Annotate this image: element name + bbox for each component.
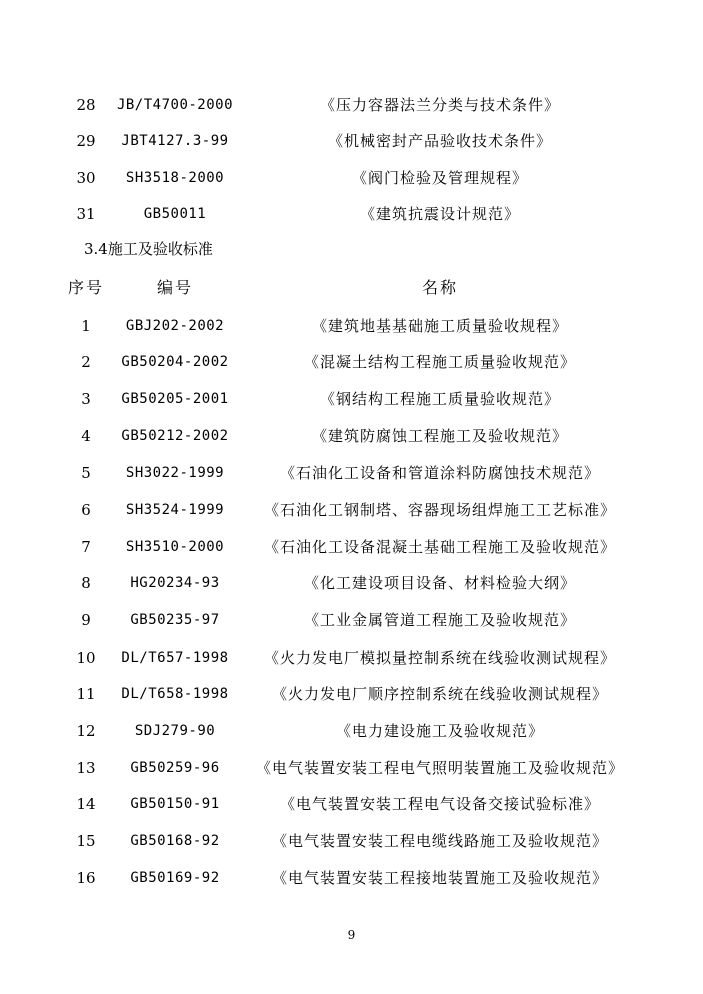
table-row	[0, 387, 703, 411]
standard-title: 《电气装置安装工程电气照明装置施工及验收规范》	[255, 759, 624, 777]
standard-code: GB50011	[143, 206, 207, 222]
standard-code: SH3524-1999	[125, 502, 225, 518]
standard-code: GB50205-2001	[121, 391, 229, 407]
item-number: 13	[76, 759, 96, 777]
standard-code: HG20234-93	[130, 575, 220, 591]
table-header	[0, 276, 703, 300]
standard-title: 《电力建设施工及验收规范》	[335, 722, 544, 740]
item-number: 28	[76, 96, 96, 114]
standard-code: GB50212-2002	[121, 428, 229, 444]
list-item	[0, 202, 703, 226]
standard-title: 《电气装置安装工程电缆线路施工及验收规范》	[271, 832, 608, 850]
standard-title: 《钢结构工程施工质量验收规范》	[319, 390, 560, 408]
standard-code: SDJ279-90	[134, 723, 216, 739]
standard-title: 《电气装置安装工程接地装置施工及验收规范》	[271, 869, 608, 887]
item-number: 2	[81, 353, 91, 371]
list-item	[0, 166, 703, 190]
table-row	[0, 424, 703, 448]
standard-code: DL/T658-1998	[121, 686, 229, 702]
table-row	[0, 866, 703, 890]
header-number: 序号	[67, 278, 104, 297]
section-heading: 3.4施工及验收标准	[84, 240, 213, 258]
item-number: 31	[76, 205, 96, 223]
item-number: 9	[81, 611, 91, 629]
standard-title: 《工业金属管道工程施工及验收规范》	[303, 611, 576, 629]
standard-code: GBJ202-2002	[125, 318, 225, 334]
item-number: 3	[81, 390, 91, 408]
standard-title: 《混凝土结构工程施工质量验收规范》	[303, 353, 576, 371]
standard-code: GB50204-2002	[121, 354, 229, 370]
header-code: 编号	[156, 278, 193, 297]
standard-code: SH3022-1999	[125, 465, 225, 481]
item-number: 30	[76, 169, 96, 187]
table-row	[0, 314, 703, 338]
standard-title: 《建筑防腐蚀工程施工及验收规范》	[311, 427, 568, 445]
standard-title: 《阀门检验及管理规程》	[351, 169, 528, 187]
item-number: 16	[76, 869, 96, 887]
standard-title: 《石油化工设备混凝土基础工程施工及验收规范》	[263, 538, 616, 556]
page-number: 9	[347, 928, 356, 942]
item-number: 8	[81, 574, 91, 592]
item-number: 12	[76, 722, 96, 740]
item-number: 29	[76, 132, 96, 150]
table-row	[0, 756, 703, 780]
standard-title: 《建筑抗震设计规范》	[359, 205, 520, 223]
standard-title: 《压力容器法兰分类与技术条件》	[319, 96, 560, 114]
standard-code: GB50150-91	[130, 796, 220, 812]
standard-title: 《火力发电厂模拟量控制系统在线验收测试规程》	[263, 649, 616, 667]
table-row	[0, 498, 703, 522]
item-number: 7	[81, 538, 91, 556]
table-row	[0, 792, 703, 816]
standard-code: JB/T4700-2000	[116, 97, 234, 113]
standard-title: 《火力发电厂顺序控制系统在线验收测试规程》	[271, 685, 608, 703]
item-number: 14	[76, 795, 96, 813]
table-row	[0, 682, 703, 706]
item-number: 11	[76, 685, 96, 703]
standard-title: 《石油化工设备和管道涂料防腐蚀技术规范》	[279, 464, 600, 482]
table-row	[0, 608, 703, 632]
table-row	[0, 571, 703, 595]
list-item	[0, 129, 703, 153]
table-row	[0, 646, 703, 670]
item-number: 15	[76, 832, 96, 850]
standard-title: 《电气装置安装工程电气设备交接试验标准》	[279, 795, 600, 813]
table-row	[0, 829, 703, 853]
standard-code: SH3510-2000	[125, 539, 225, 555]
standard-title: 《石油化工钢制塔、容器现场组焊施工工艺标准》	[263, 501, 616, 519]
standard-code: GB50235-97	[130, 612, 220, 628]
header-title: 名称	[421, 278, 458, 297]
item-number: 4	[81, 427, 91, 445]
standard-title: 《化工建设项目设备、材料检验大纲》	[303, 574, 576, 592]
standard-code: SH3518-2000	[125, 170, 225, 186]
item-number: 10	[76, 649, 96, 667]
item-number: 5	[81, 464, 91, 482]
item-number: 6	[81, 501, 91, 519]
table-row	[0, 350, 703, 374]
standard-code: JBT4127.3-99	[121, 133, 229, 149]
table-row	[0, 719, 703, 743]
standard-title: 《机械密封产品验收技术条件》	[327, 132, 552, 150]
table-row	[0, 461, 703, 485]
item-number: 1	[81, 317, 91, 335]
standard-code: GB50169-92	[130, 870, 220, 886]
standard-code: GB50259-96	[130, 760, 220, 776]
table-row	[0, 535, 703, 559]
standard-code: DL/T657-1998	[121, 650, 229, 666]
list-item	[0, 93, 703, 117]
standard-title: 《建筑地基基础施工质量验收规程》	[311, 317, 568, 335]
standard-code: GB50168-92	[130, 833, 220, 849]
